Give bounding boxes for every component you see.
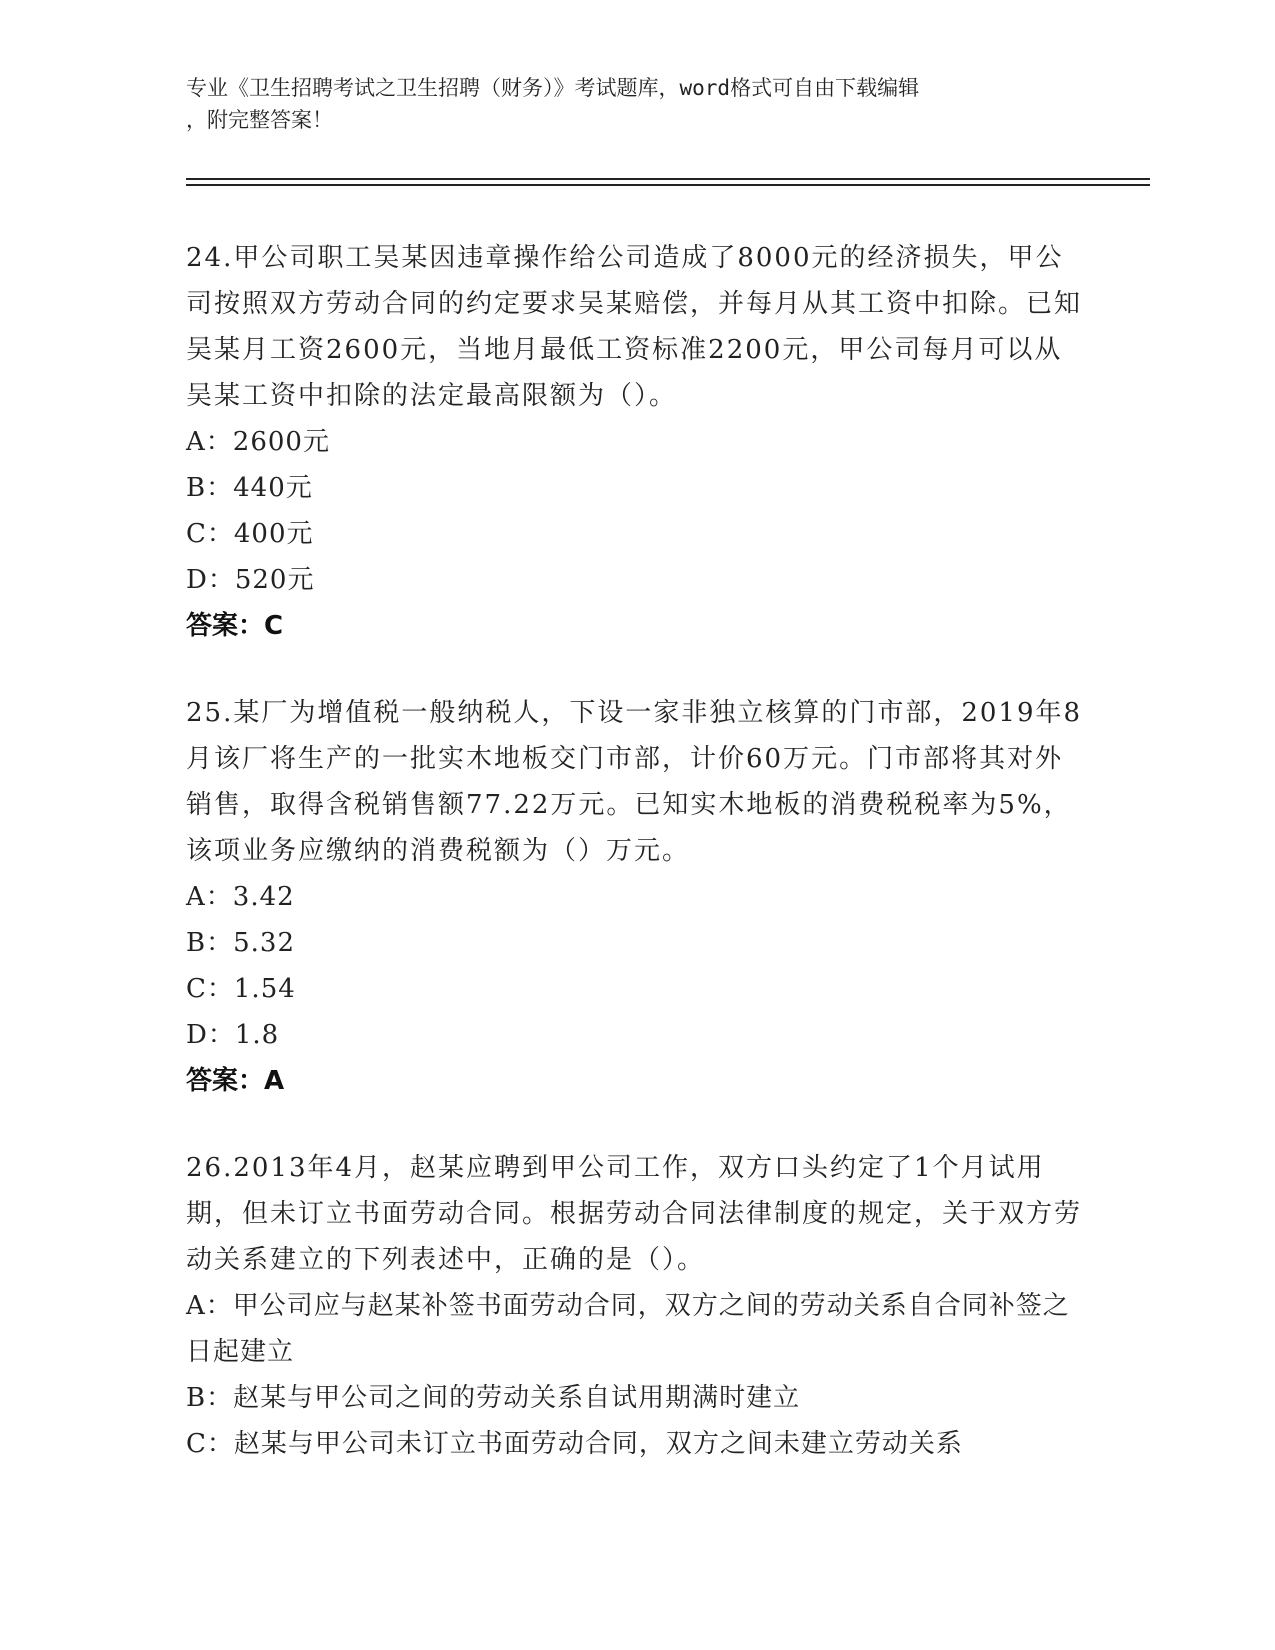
option-b: B：440元 [186, 473, 313, 503]
header-line-1: 专业《卫生招聘考试之卫生招聘（财务）》考试题库，word格式可自由下载编辑 [186, 76, 920, 100]
header-divider-top [186, 178, 1150, 180]
header-divider-bottom [186, 184, 1150, 186]
option-a: A：3.42 [186, 882, 295, 912]
question-24 [186, 235, 1086, 649]
option-d: D：1.8 [186, 1020, 280, 1050]
option-c: C：1.54 [186, 974, 296, 1004]
question-stem: 25.某厂为增值税一般纳税人，下设一家非独立核算的门市部，2019年8月该厂将生产的一批实木地板交门市部，计价60万元。门市部将其对外销售，取得含税销售额77.22万元。已知实木地板的消费税税率为5%，该项业务应缴纳的消费税额为（）万元。 [186, 698, 1083, 866]
document-header [186, 72, 1066, 136]
question-stem: 26.2013年4月，赵某应聘到甲公司工作，双方口头约定了1个月试用期，但未订立书面劳动合同。根据劳动合同法律制度的规定，关于双方劳动关系建立的下列表述中，正确的是（）。 [186, 1153, 1083, 1275]
answer: 答案：C [186, 611, 284, 641]
question-25 [186, 690, 1086, 1104]
option-a: A：甲公司应与赵某补签书面劳动合同，双方之间的劳动关系自合同补签之日起建立 [186, 1291, 1070, 1367]
option-c: C：赵某与甲公司未订立书面劳动合同，双方之间未建立劳动关系 [186, 1429, 963, 1459]
option-c: C：400元 [186, 519, 314, 549]
header-line-2: ，附完整答案！ [186, 108, 333, 132]
option-a: A：2600元 [186, 427, 330, 457]
option-b: B：赵某与甲公司之间的劳动关系自试用期满时建立 [186, 1383, 801, 1413]
option-b: B：5.32 [186, 928, 295, 958]
answer: 答案：A [186, 1066, 285, 1096]
option-d: D：520元 [186, 565, 315, 595]
question-stem: 24.甲公司职工吴某因违章操作给公司造成了8000元的经济损失，甲公司按照双方劳动合同的约定要求吴某赔偿，并每月从其工资中扣除。已知吴某月工资2600元，当地月最低工资标准2200元，甲公司每月可以从吴某工资中扣除的法定最高限额为（）。 [186, 243, 1083, 411]
question-26 [186, 1145, 1086, 1467]
